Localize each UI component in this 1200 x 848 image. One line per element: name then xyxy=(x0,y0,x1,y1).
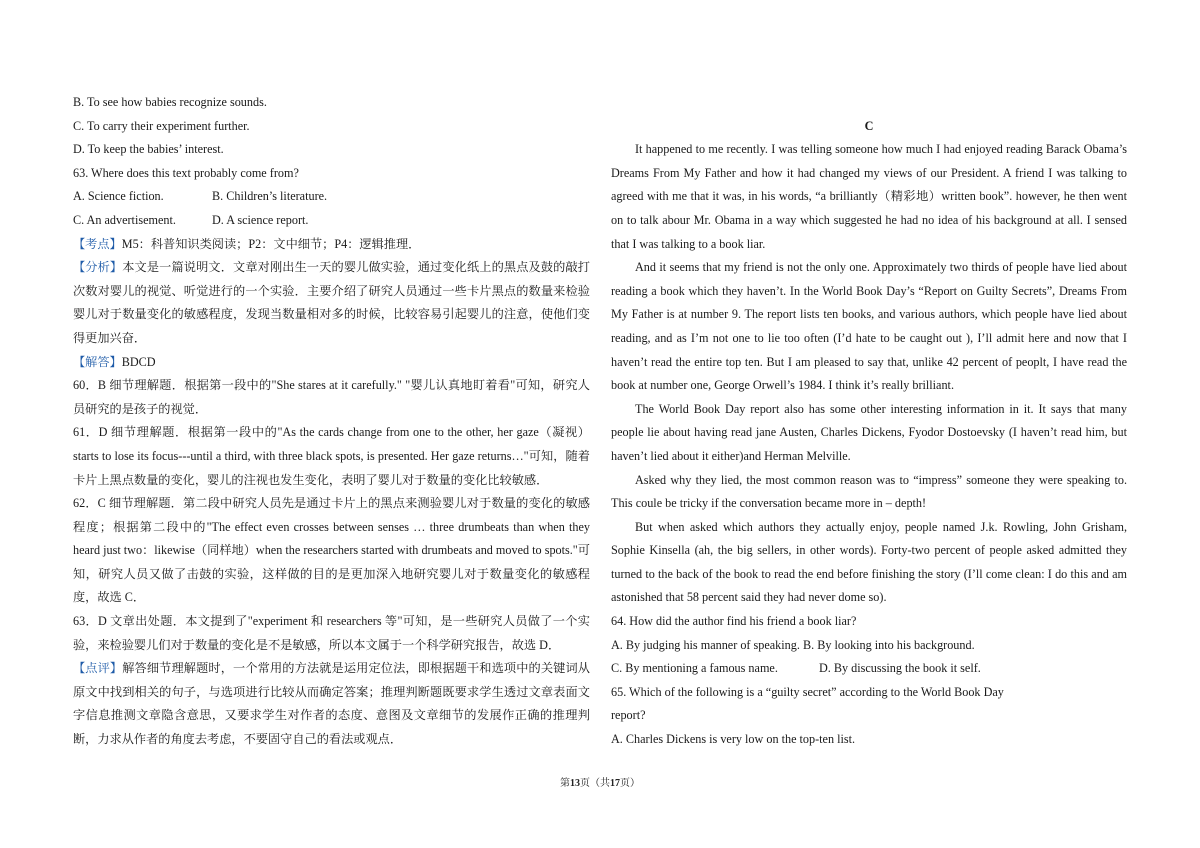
kaodian-text: M5：科普知识类阅读；P2：文中细节；P4：逻辑推理． xyxy=(121,236,421,251)
passage-p2-line: book at number one, George Orwell’s 1984. I think it’s really brilliant. xyxy=(611,378,954,393)
answer-62-line: 度，故选 C． xyxy=(73,590,146,605)
passage-p2-line: haven’t read the entire top ten. But I am pleased to say that, unlike 42 percent of peoplt, I have read the xyxy=(611,354,1127,369)
footer-prefix: 第 xyxy=(560,778,570,789)
jieda-tag: 【解答】 xyxy=(73,354,122,369)
left-column xyxy=(73,91,590,752)
option-d-62: D. To keep the babies’ interest. xyxy=(73,142,224,157)
answer-61-line: starts to lose its focus---until a third, with three black spots, is presented. Her gaze returns…"可知，随着 xyxy=(73,448,590,463)
passage-p2-line: My Father is at number 9. The report lists ten books, and various authors, which people have lied about xyxy=(611,307,1127,322)
question-64-options-cd xyxy=(611,657,1127,681)
fenxi-text: 本文是一篇说明文．文章对刚出生一天的婴儿做实验，通过变化纸上的黑点及鼓的敲打 xyxy=(122,260,590,275)
passage-p3-line: haven’t lied about it either)and Herman Melville. xyxy=(611,448,851,463)
question-63-options-cd xyxy=(73,209,590,233)
page-number: 13 xyxy=(570,778,580,789)
dianping-line: 断，力求从作者的角度去考虑，不要固守自己的看法或观点． xyxy=(73,732,403,747)
question-64: 64. How did the author find his friend a book liar? xyxy=(611,614,857,629)
fenxi-tag: 【分析】 xyxy=(73,260,123,275)
answer-61-line: 卡片上黑点数量的变化，婴儿的注视也发生变化，表明了婴儿对于数量的变化比较敏感． xyxy=(73,472,549,487)
q63-option-a: A. Science fiction. xyxy=(73,189,164,204)
dianping-line: 原文中找到相关的句子，与选项进行比较从而确定答案；推理判断题既要求学生透过文章表面文 xyxy=(73,684,590,699)
kaodian-tag: 【考点】 xyxy=(73,236,122,251)
passage-p3-line: The World Book Day report also has some other interesting information in it. It says that many xyxy=(635,401,1127,416)
dianping-tag: 【点评】 xyxy=(73,661,123,676)
passage-p2-line: And it seems that my friend is not the only one. Approximately two thirds of people have lied about xyxy=(635,260,1127,275)
fenxi-line: 得更加兴奋． xyxy=(73,330,147,345)
dianping-line xyxy=(73,657,590,681)
fenxi-line: 次数对婴儿的视觉、听觉进行的一个实验．主要介绍了研究人员通过一些卡片黑点的数量来检验 xyxy=(73,283,590,298)
q64-option-a: A. By judging his manner of speaking. xyxy=(611,637,800,652)
q64-option-b: B. By looking into his background. xyxy=(803,637,975,652)
dianping-line: 字信息推测文章隐含意思，又要求学生对作者的态度、意图及文章细节的发展作正确的推理判 xyxy=(73,708,590,723)
question-64-options-ab xyxy=(611,634,1127,658)
fenxi-line: 婴儿对于数量变化的敏感程度，发现当数量相对多的时候，比较容易引起婴儿的注意，使他们变 xyxy=(73,307,590,322)
dianping-text: 解答细节理解题时，一个常用的方法就是运用定位法，即根据题干和选项中的关键词从 xyxy=(122,661,590,676)
question-65-line: report? xyxy=(611,708,646,723)
passage-p4-line: Asked why they lied, the most common reason was to “impress” someone they were speaking to. xyxy=(635,472,1127,487)
answer-63-line: 验，来检验婴儿们对于数量的变化是不是敏感，所以本文属于一个科学研究报告，故选 D． xyxy=(73,637,561,652)
total-pages: 17 xyxy=(610,778,620,789)
passage-p2-line: reading, and as I’m not one to lie too often (I’d hate to be caught out ), I’ll admit here and now that I xyxy=(611,330,1127,345)
passage-p5-line: turned to the back of the book to read the end before finishing the story (I’ll come clean: I do this and am xyxy=(611,566,1127,581)
q64-option-d: D. By discussing the book it self. xyxy=(819,661,981,676)
footer-suffix: 页） xyxy=(620,778,640,789)
passage-p1-line: Dreams From My Father and how it had changed my views of our President. A friend I was talking to xyxy=(611,165,1127,180)
jieda-text: BDCD xyxy=(121,354,156,369)
fenxi-line xyxy=(73,256,590,280)
footer-middle: 页（共 xyxy=(580,778,610,789)
kaodian-line xyxy=(73,233,590,257)
question-65-line: 65. Which of the following is a “guilty secret” according to the World Book Day xyxy=(611,684,1004,699)
answer-60-line: 员研究的是孩子的视觉． xyxy=(73,401,208,416)
answer-62-line: 程度；根据第二段中的"The effect even crosses between senses … three drumbeats than when they xyxy=(73,519,590,534)
passage-p5-line: Sophie Kinsella (ah, the big sellers, in other words). Forty-two percent of people asked admitted they xyxy=(611,543,1127,558)
answer-60-line: 60．B 细节理解题．根据第一段中的"She stares at it carefully." "婴儿认真地盯着看"可知，研究人 xyxy=(73,378,590,393)
passage-p5-line: astonished that 58 percent said they had never dome so). xyxy=(611,590,887,605)
passage-p4-line: This coule be tricky if the conversation became more in – depth! xyxy=(611,496,927,511)
page-footer xyxy=(0,774,1200,789)
answer-61-line: 61．D 细节理解题．根据第一段中的"As the cards change from one to the other, her gaze（凝视） xyxy=(73,425,590,440)
question-63: 63. Where does this text probably come from? xyxy=(73,165,299,180)
passage-p5-line: But when asked which authors they actually enjoy, people named J.k. Rowling, John Grisham, xyxy=(635,519,1127,534)
q63-option-d: D. A science report. xyxy=(212,212,309,227)
q65-option-a: A. Charles Dickens is very low on the top-ten list. xyxy=(611,732,856,747)
right-column xyxy=(611,91,1127,752)
option-b-62: B. To see how babies recognize sounds. xyxy=(73,95,267,109)
question-63-options-ab xyxy=(73,185,590,209)
passage-p1-line: It happened to me recently. I was telling someone how much I had enjoyed reading Barack Obama’s xyxy=(635,142,1127,157)
answer-62-line: heard just two：likewise（同样地）when the researchers started with drumbeats and moved to spots."可 xyxy=(73,543,590,558)
passage-p1-line: on to talk abour Mr. Obama in a way which suggested he had no idea of his background at all. I sensed xyxy=(611,212,1127,227)
passage-p2-line: reading a book which they haven’t. In the World Book Day’s “Report on Guilty Secrets”, Dreams From xyxy=(611,283,1127,298)
jieda-line xyxy=(73,351,590,375)
passage-p1-line: that I was talking to a book liar. xyxy=(611,236,766,251)
q63-option-b: B. Children’s literature. xyxy=(212,189,328,204)
option-c-62: C. To carry their experiment further. xyxy=(73,118,250,133)
q64-option-c: C. By mentioning a famous name. xyxy=(611,661,778,676)
answer-63-line: 63．D 文章出处题．本文提到了"experiment 和 researchers 等"可知，是一些研究人员做了一个实 xyxy=(73,614,590,629)
passage-p3-line: people lie about having read jane Austen, Charles Dickens, Fyodor Dostoevsky (I haven’t read him, but xyxy=(611,425,1127,440)
section-title: C xyxy=(864,118,874,133)
passage-p1-line: agreed with me that it was, in his words, “a brilliantly（精彩地）written book”. however, he then went xyxy=(611,189,1127,204)
q63-option-c: C. An advertisement. xyxy=(73,212,176,227)
answer-62-line: 62．C 细节理解题．第二段中研究人员先是通过卡片上的黑点来测验婴儿对于数量的变化的敏感 xyxy=(73,496,590,511)
answer-62-line: 知，研究人员又做了击鼓的实验，这样做的目的是更加深入地研究婴儿对于数量变化的敏感程 xyxy=(73,566,590,581)
